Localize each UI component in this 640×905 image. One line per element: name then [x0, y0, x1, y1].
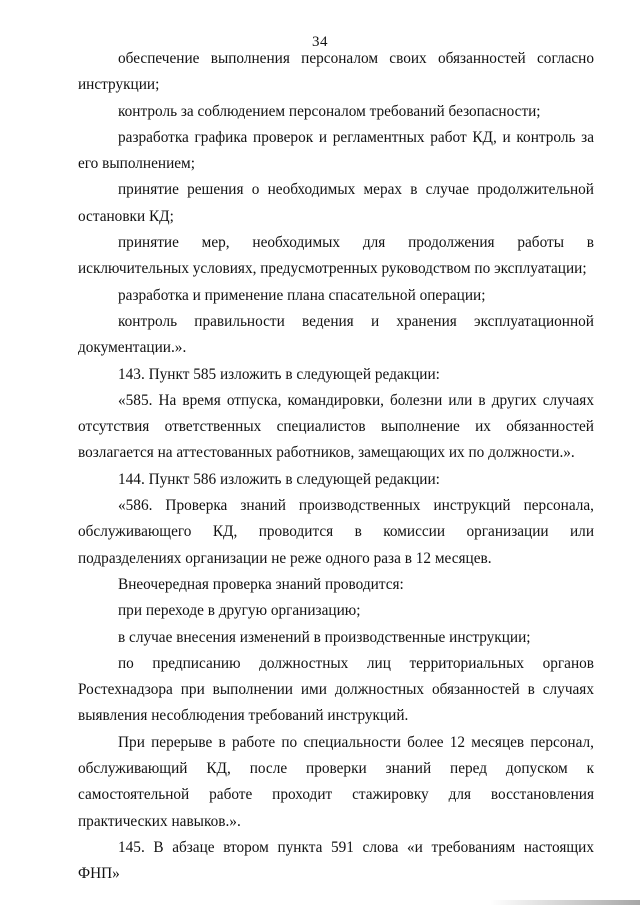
paragraph-duty-compliance: обеспечение выполнения персоналом своих обязанностей согласно инструкции; — [78, 50, 594, 94]
list-item-transfer: при переходе в другую организацию; — [118, 602, 361, 620]
paragraph-safety-control: контроль за соблюдением персоналом требований безопасности; — [118, 102, 541, 120]
paragraph-work-break: При перерыве в работе по специальности более 12 месяцев персонал, обслуживающий КД, после проверки знаний перед допуском к самостоятельной работе проходит стажировку для восстановления практических навыков.». — [78, 733, 594, 830]
paragraph-inspection-schedule: разработка графика проверок и регламентных работ КД, и контроль за его выполнением; — [78, 128, 594, 173]
paragraph-clause-586: «586. Проверка знаний производственных инструкций персонала, обслуживающего КД, проводится в комиссии организации или подразделениях организации не реже одного раза в 12 месяцев. — [78, 497, 594, 567]
paragraph-item-145: 145. В абзаце втором пункта 591 слова «и требованиям настоящих ФНП» — [78, 838, 594, 883]
page-number: 34 — [312, 34, 328, 50]
document-body — [78, 46, 594, 888]
paragraph-extraordinary-check: Внеочередная проверка знаний проводится: — [118, 575, 404, 593]
paragraph-item-144: 144. Пункт 586 изложить в следующей редакции: — [118, 470, 440, 488]
paragraph-exceptional-conditions: принятие мер, необходимых для продолжения работы в исключительных условиях, предусмотренных руководством по эксплуатации; — [78, 234, 594, 278]
scan-edge-shadow — [490, 900, 640, 905]
list-item-instruction-changes: в случае внесения изменений в производственные инструкции; — [118, 628, 531, 646]
paragraph-rescue-plan: разработка и применение плана спасательной операции; — [118, 286, 486, 304]
paragraph-shutdown-decision: принятие решения о необходимых мерах в случае продолжительной остановки КД; — [78, 181, 594, 225]
paragraph-clause-585: «585. На время отпуска, командировки, болезни или в других случаях отсутствия ответственных специалистов выполнение их обязанностей возлагается на аттестованных работников, замещающих их по должности.». — [78, 391, 594, 462]
list-item-rostekhnadzor-order: по предписанию должностных лиц территориальных органов Ростехнадзора при выполнении ими должностных обязанностей в случаях выявления несоблюдения требований инструкций. — [78, 654, 594, 725]
paragraph-item-143: 143. Пункт 585 изложить в следующей редакции: — [118, 365, 440, 383]
paragraph-documentation-control: контроль правильности ведения и хранения эксплуатационной документации.». — [78, 312, 594, 357]
